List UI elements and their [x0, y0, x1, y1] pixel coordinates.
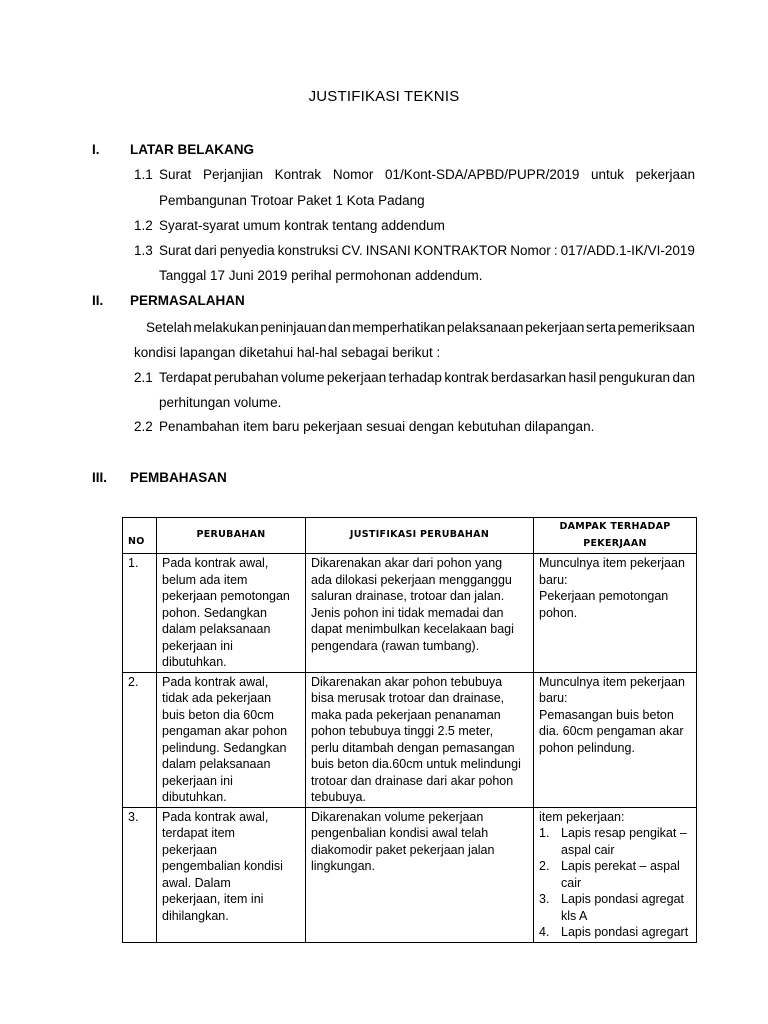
item-1-3-number: 1.3 [134, 243, 153, 258]
list-item-text [561, 891, 691, 924]
item-2-2-line-1: Penambahan item baru pekerjaan sesuai dengan kebutuhan dilapangan. [159, 419, 595, 434]
list-item-line: aspal cair [561, 842, 615, 857]
impact-cell-line: Munculnya item pekerjaan [539, 674, 685, 689]
section-2-intro-line-2: kondisi lapangan diketahui hal-hal sebagai berikut : [134, 345, 441, 360]
change-cell-line: dihilangkan. [162, 908, 229, 923]
change-cell-line: pohon. Sedangkan [162, 605, 267, 620]
list-item [539, 825, 691, 858]
list-item-number: 2. [539, 859, 550, 873]
change-cell-line: Pada kontrak awal, [162, 674, 269, 689]
impact-cell-line: dia. 60cm pengaman akar [539, 724, 684, 738]
impact-list [539, 825, 691, 941]
impact-cell-line: Pekerjaan pemotongan [539, 589, 669, 603]
justification-table [122, 517, 697, 943]
section-3-number: III. [92, 470, 108, 485]
impact-cell-line: pohon. [539, 605, 578, 620]
change-cell-line: pekerjaan pemotongan [162, 589, 290, 603]
list-item-line: Lapis pondasi agregart [561, 925, 689, 939]
justification-cell-line: lingkungan. [311, 859, 375, 873]
impact-cell [534, 554, 697, 673]
table-row [123, 807, 697, 942]
document-title: JUSTIFIKASI TEKNIS [308, 88, 460, 105]
impact-cell-line: Pemasangan buis beton [539, 707, 674, 722]
list-item [539, 858, 691, 891]
header-change: PERUBAHAN [157, 518, 306, 554]
change-cell-line: awal. Dalam [162, 875, 231, 890]
justification-cell [306, 807, 534, 942]
item-1-1-number: 1.1 [134, 167, 153, 182]
list-item-line: Lapis perekat – aspal [561, 859, 680, 873]
item-2-1-line-2: perhitungan volume. [159, 395, 282, 410]
change-cell [157, 672, 306, 807]
change-cell-line: dibutuhkan. [162, 790, 227, 804]
list-item-text [561, 825, 691, 858]
justification-cell-line: saluran drainase, trotoar dan jalan. [311, 589, 505, 603]
change-cell-line: Pada kontrak awal, [162, 809, 269, 824]
row-number: 2. [123, 672, 157, 807]
justification-cell-line: ada dilokasi pekerjaan mengganggu [311, 572, 512, 587]
change-cell-line: dibutuhkan. [162, 655, 227, 669]
item-1-2-number: 1.2 [134, 218, 153, 233]
table-row [123, 672, 697, 807]
justification-cell-line: pohon tebubuya tinggi 2.5 meter, [311, 724, 494, 738]
item-1-1-line-2: Pembangunan Trotoar Paket 1 Kota Padang [159, 193, 425, 208]
change-cell-line: buis beton dia 60cm [162, 707, 274, 722]
justification-cell-line: bisa merusak trotoar dan drainase, [311, 691, 505, 705]
list-item-number: 1. [539, 826, 550, 840]
justification-cell [306, 672, 534, 807]
item-2-1-number: 2.1 [134, 370, 153, 385]
change-cell-line: tidak ada pekerjaan [162, 691, 272, 705]
justification-cell-line: buis beton dia.60cm untuk melindungi [311, 757, 521, 771]
justification-cell [306, 554, 534, 673]
change-cell-line: Pada kontrak awal, [162, 556, 269, 570]
change-cell-line: dalam pelaksanaan [162, 622, 271, 636]
item-2-1-line-1: Terdapat perubahan volume pekerjaan terhadap kontrak berdasarkan hasil pengukuran dan [159, 370, 695, 385]
change-cell-line: pengaman akar pohon [162, 724, 288, 738]
justification-cell-line: pengendara (rawan tumbang). [311, 638, 480, 653]
item-1-3-line-1: Surat dari penyedia konstruksi CV. INSANI KONTRAKTOR Nomor : 017/ADD.1-IK/VI-2019 [159, 243, 695, 258]
change-cell-line: dalam pelaksanaan [162, 757, 271, 771]
change-cell-line: belum ada item [162, 572, 248, 587]
justification-cell-line: Dikarenakan akar pohon tebubuya [311, 674, 503, 689]
table-header-row [123, 518, 697, 554]
change-cell [157, 807, 306, 942]
list-item [539, 924, 691, 941]
section-2-number: II. [92, 293, 104, 308]
change-cell-line: pelindung. Sedangkan [162, 740, 287, 755]
change-cell-line: pengembalian kondisi [162, 859, 283, 873]
impact-cell-line: Munculnya item pekerjaan [539, 556, 685, 570]
justification-cell-line: perlu ditambah dengan pemasangan [311, 740, 515, 755]
impact-intro: item pekerjaan: [539, 809, 625, 824]
list-item-line: cair [561, 875, 582, 890]
item-2-2-number: 2.2 [134, 419, 153, 434]
list-item-text [561, 858, 691, 891]
header-impact: DAMPAK TERHADAP PEKERJAAN [534, 518, 697, 554]
justification-cell-line: diakomodir paket pekerjaan jalan [311, 842, 495, 857]
change-cell-line: pekerjaan ini [162, 638, 233, 653]
row-number: 1. [123, 554, 157, 673]
list-item-line: Lapis resap pengikat – [561, 826, 687, 840]
justification-cell-line: Jenis pohon ini tidak memadai dan [311, 605, 504, 620]
section-3-title: PEMBAHASAN [130, 470, 227, 485]
change-cell-line: pekerjaan ini [162, 773, 233, 788]
section-1-number: I. [92, 142, 100, 157]
list-item-line: kls A [561, 908, 588, 923]
impact-cell-line: baru: [539, 691, 568, 705]
impact-cell [534, 807, 697, 942]
section-2-title: PERMASALAHAN [130, 293, 245, 308]
item-1-1-line-1: Surat Perjanjian Kontrak Nomor 01/Kont-SDA/APBD/PUPR/2019 untuk pekerjaan [159, 167, 695, 182]
change-cell-line: pekerjaan [162, 842, 217, 857]
justification-cell-line: pengenbalian kondisi awal telah [311, 826, 489, 840]
impact-cell-line: pohon pelindung. [539, 740, 635, 755]
item-1-3-line-2: Tanggal 17 Juni 2019 perihal permohonan addendum. [159, 268, 483, 283]
list-item-number: 3. [539, 892, 550, 906]
impact-cell [534, 672, 697, 807]
justification-cell-line: Dikarenakan volume pekerjaan [311, 809, 484, 824]
list-item-line: Lapis pondasi agregat [561, 892, 685, 906]
change-cell [157, 554, 306, 673]
row-number: 3. [123, 807, 157, 942]
justification-cell-line: tebubuya. [311, 790, 366, 804]
section-2-intro-line-1: Setelah melakukan peninjauan dan memperhatikan pelaksanaan pekerjaan serta pemeriksaan [146, 320, 695, 335]
impact-cell-line: baru: [539, 572, 568, 587]
table-row [123, 554, 697, 673]
list-item-text [561, 924, 691, 941]
header-justification: JUSTIFIKASI PERUBAHAN [306, 518, 534, 554]
header-no: NO [123, 518, 157, 554]
justification-cell-line: Dikarenakan akar dari pohon yang [311, 556, 503, 570]
justification-cell-line: dapat menimbulkan kecelakaan bagi [311, 622, 514, 636]
item-1-2-line-1: Syarat-syarat umum kontrak tentang addendum [159, 218, 445, 233]
list-item-number: 4. [539, 925, 550, 939]
justification-cell-line: trotoar dan drainase dari akar pohon [311, 773, 514, 788]
list-item [539, 891, 691, 924]
section-1-title: LATAR BELAKANG [130, 142, 254, 157]
justification-cell-line: maka pada pekerjaan penanaman [311, 707, 501, 722]
change-cell-line: terdapat item [162, 826, 235, 840]
change-cell-line: pekerjaan, item ini [162, 892, 264, 906]
